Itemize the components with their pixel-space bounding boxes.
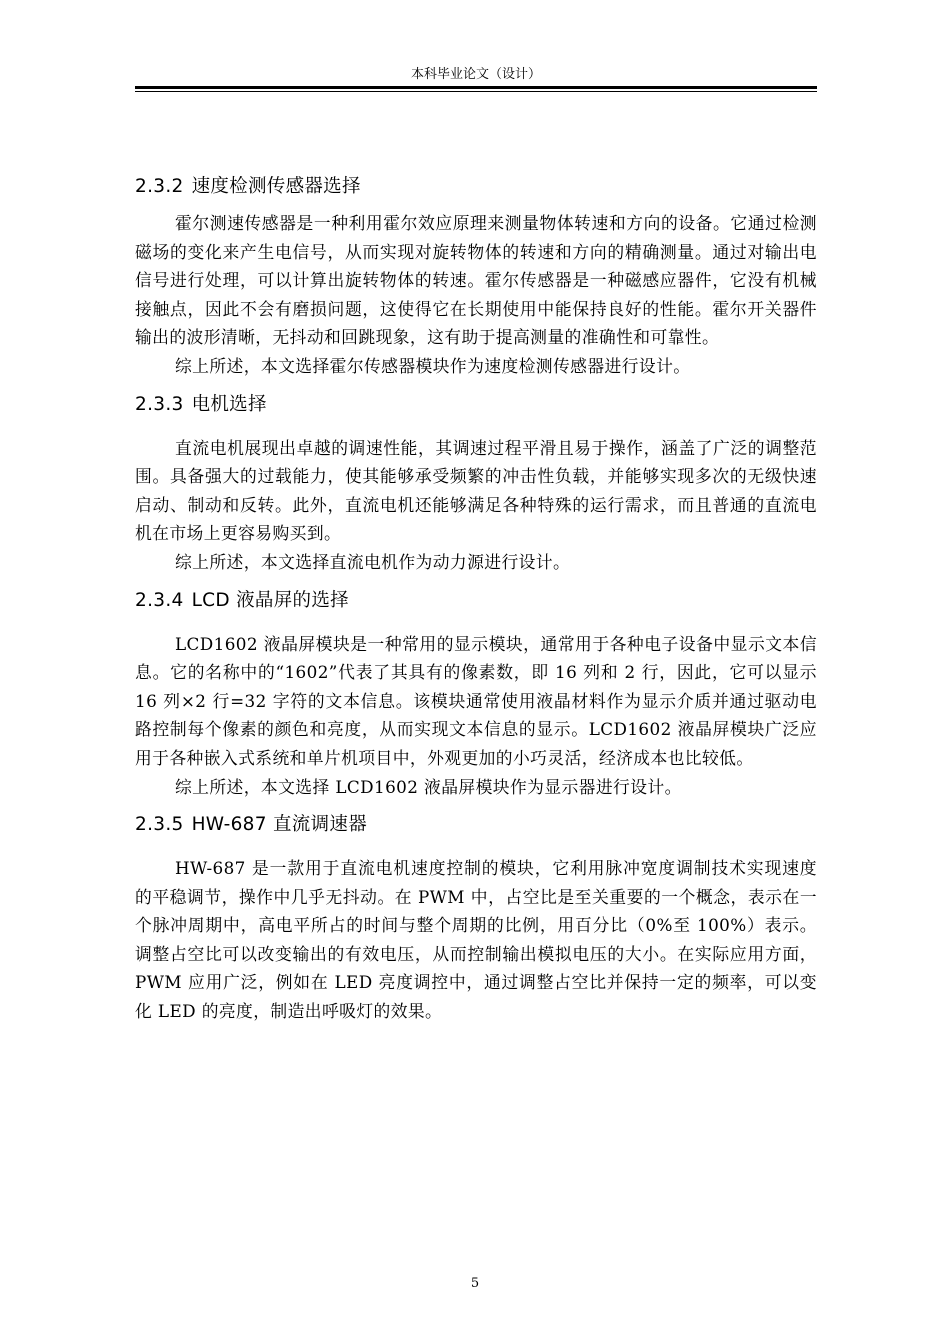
running-header: 本科毕业论文（设计） (410, 67, 541, 82)
section-heading-2-3-4 (135, 586, 817, 616)
section-title: LCD 液晶屏的选择 (191, 589, 349, 611)
section-number: 2.3.2 (135, 176, 184, 197)
section-heading-2-3-2 (135, 172, 817, 202)
section-title: 速度检测传感器选择 (191, 176, 361, 197)
header-rule-thin (135, 91, 817, 92)
paragraph: 直流电机展现出卓越的调速性能，其调速过程平滑且易于操作，涵盖了广泛的调整范围。具备强大的过载能力，使其能够承受频繁的冲击性负载，并能够实现多次的无级快速启动、制动和反转。此外，直流电机还能够满足各种特殊的运行需求，而且普通的直流电机在市场上更容易购买到。 (135, 437, 817, 544)
paragraph: 霍尔测速传感器是一种利用霍尔效应原理来测量物体转速和方向的设备。它通过检测磁场的变化来产生电信号，从而实现对旋转物体的转速和方向的精确测量。通过对输出电信号进行处理，可以计算出旋转物体的转速。霍尔传感器是一种磁感应器件，它没有机械接触点，因此不会有磨损问题，这使得它在长期使用中能保持良好的性能。霍尔开关器件输出的波形清晰，无抖动和回跳现象，这有助于提高测量的准确性和可靠性。 (135, 213, 817, 348)
section-number: 2.3.4 (135, 589, 184, 611)
section-title: HW-687 直流调速器 (191, 814, 367, 836)
summary-paragraph: 综上所述，本文选择霍尔传感器模块作为速度检测传感器进行设计。 (175, 355, 691, 376)
section-title: 电机选择 (191, 393, 267, 415)
section-heading-2-3-3 (135, 390, 817, 420)
page-body (135, 172, 817, 1026)
paragraph: HW-687 是一款用于直流电机速度控制的模块，它利用脉冲宽度调制技术实现速度的平稳调节，操作中几乎无抖动。在 PWM 中，占空比是至关重要的一个概念，表示在一个脉冲周期中，高电平所占的时间与整个周期的比例，用百分比（0%至 100%）表示。调整占空比可以改变输出的有效电压，从而控制输出模拟电压的大小。在实际应用方面，PWM 应用广泛，例如在 LED 亮度调控中，通过调整占空比并保持一定的频率，可以变化 LED 的亮度，制造出呼吸灯的效果。 (135, 858, 817, 1022)
header-rule-thick (135, 86, 817, 89)
summary-paragraph: 综上所述，本文选择直流电机作为动力源进行设计。 (175, 551, 571, 572)
page-number: 5 (470, 1276, 480, 1291)
paragraph: LCD1602 液晶屏模块是一种常用的显示模块，通常用于各种电子设备中显示文本信息。它的名称中的“1602”代表了其具有的像素数，即 16 列和 2 行，因此，它可以显示 16 列×2 行=32 字符的文本信息。该模块通常使用液晶材料作为显示介质并通过驱动电路控制每个像素的颜色和亮度，从而实现文本信息的显示。LCD1602 液晶屏模块广泛应用于各种嵌入式系统和单片机项目中，外观更加的小巧灵活，经济成本也比较低。 (135, 633, 817, 768)
section-number: 2.3.5 (135, 814, 184, 836)
section-number: 2.3.3 (135, 393, 184, 415)
summary-paragraph: 综上所述，本文选择 LCD1602 液晶屏模块作为显示器进行设计。 (175, 776, 682, 797)
section-heading-2-3-5 (135, 810, 817, 840)
